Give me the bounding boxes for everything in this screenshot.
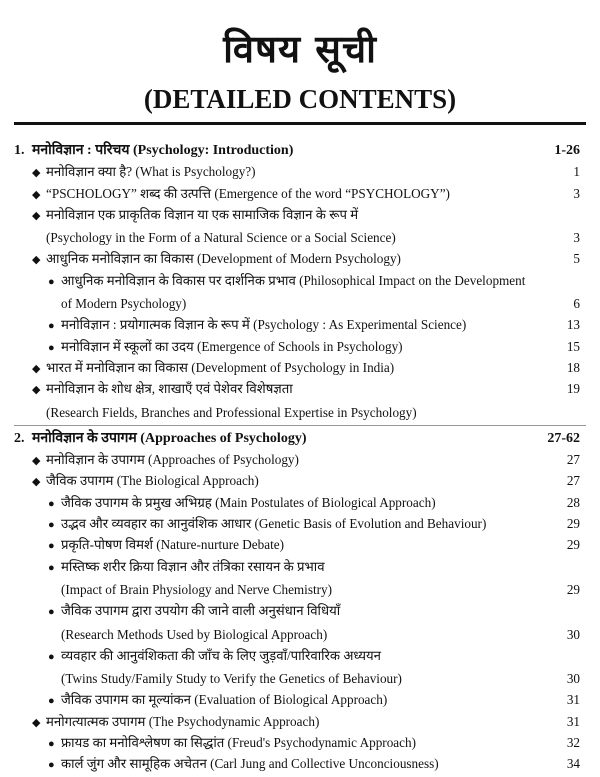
page-number: 1-26 <box>554 143 580 158</box>
toc-entry-row <box>14 645 586 690</box>
diamond-bullet-icon: ◆ <box>32 716 41 729</box>
toc-entry-row <box>14 449 586 470</box>
toc-entry-row <box>14 314 586 335</box>
toc-entry-text: मनोविज्ञान में स्कूलों का उदय (Emergence of Schools in Psychology) <box>61 338 403 354</box>
header-rule <box>14 122 586 125</box>
page-number: 3 <box>573 230 580 246</box>
toc-entry-text: मनोविज्ञान के उपागम (Approaches of Psychology) <box>32 430 307 446</box>
page-number: 29 <box>566 516 580 532</box>
toc-entry-text: आधुनिक मनोविज्ञान का विकास (Development of Modern Psychology) <box>46 251 401 267</box>
toc-entry-text: जैविक उपागम द्वारा उपयोग की जाने वाली अनुसंधान विधियाँ <box>61 603 341 619</box>
toc-entry-row <box>14 492 586 513</box>
diamond-bullet-icon: ◆ <box>32 254 41 267</box>
toc-entry-row <box>14 711 586 732</box>
dot-bullet-icon: ● <box>48 561 55 574</box>
page-number: 15 <box>566 338 580 354</box>
page-number: 13 <box>566 317 580 333</box>
toc-entry-text: फ्रायड का मनोविश्लेषण का सिद्धांत (Freud's Psychodynamic Approach) <box>61 735 416 751</box>
page-number: 6 <box>573 296 580 312</box>
toc-entry-row <box>14 357 586 378</box>
page-subtitle: (DETAILED CONTENTS) <box>143 84 457 114</box>
toc-entry-text: भारत में मनोविज्ञान का विकास (Development of Psychology in India) <box>46 359 395 375</box>
dot-bullet-icon: ● <box>48 320 55 333</box>
toc-entry-continuation: (Impact of Brain Physiology and Nerve Chemistry) <box>61 581 333 597</box>
page-number: 29 <box>566 537 580 553</box>
toc-entry-text: जैविक उपागम का मूल्यांकन (Evaluation of Biological Approach) <box>61 692 388 708</box>
toc-entry-text: व्यवहार की आनुवंशिकता की जाँच के लिए जुड़वाँ/पारिवारिक अध्ययन <box>61 647 381 663</box>
diamond-bullet-icon: ◆ <box>32 209 41 222</box>
dot-bullet-icon: ● <box>48 695 55 708</box>
toc-entry-row <box>14 336 586 357</box>
toc-entry-text: मनोविज्ञान के शोध क्षेत्र, शाखाएँ एवं पेशेवर विशेषज्ञता <box>46 381 293 397</box>
page-number: 32 <box>566 735 580 751</box>
diamond-bullet-icon: ◆ <box>32 384 41 397</box>
chapter-separator <box>14 425 586 426</box>
page-number: 30 <box>566 626 580 642</box>
toc-entry-continuation: (Research Methods Used by Biological Approach) <box>61 626 328 642</box>
toc-entry-text: उद्भव और व्यवहार का आनुवंशिक आधार (Genetic Basis of Evolution and Behaviour) <box>61 516 487 532</box>
toc-entry-text: मनोविज्ञान : परिचय (Psychology: Introduction) <box>32 143 294 158</box>
toc-entry-text: मनोविज्ञान क्या है? (What is Psychology?) <box>46 164 256 180</box>
dot-bullet-icon: ● <box>48 606 55 619</box>
toc-entry-text: मनोगत्यात्मक उपागम (The Psychodynamic Approach) <box>46 713 320 729</box>
toc-entry-row <box>14 183 586 204</box>
page-number: 31 <box>566 713 580 729</box>
diamond-bullet-icon: ◆ <box>32 362 41 375</box>
toc-entry-text: मनोविज्ञान के उपागम (Approaches of Psychology) <box>46 452 299 468</box>
page-number: 5 <box>573 251 580 267</box>
toc-entry-row <box>14 378 586 423</box>
toc-entry-text: आधुनिक मनोविज्ञान के विकास पर दार्शनिक प्रभाव (Philosophical Impact on the Development <box>61 272 526 288</box>
page-number: 27 <box>566 452 580 468</box>
toc-entry-row <box>14 470 586 491</box>
toc-entry-continuation: (Twins Study/Family Study to Verify the Genetics of Behaviour) <box>61 671 402 687</box>
dot-bullet-icon: ● <box>48 540 55 553</box>
toc-entry-text: प्रकृति-पोषण विमर्श (Nature-nurture Debate) <box>61 537 284 553</box>
dot-bullet-icon: ● <box>48 497 55 510</box>
diamond-bullet-icon: ◆ <box>32 188 41 201</box>
toc-entry-row <box>14 689 586 710</box>
page-number: 19 <box>566 381 580 397</box>
toc-entry-row <box>14 753 586 774</box>
toc-list <box>14 140 586 775</box>
toc-entry-row <box>14 534 586 555</box>
toc-entry-row <box>14 513 586 534</box>
page-number: 30 <box>566 671 580 687</box>
page-number: 31 <box>566 692 580 708</box>
toc-entry-row <box>14 248 586 269</box>
toc-chapter-row <box>14 428 586 449</box>
diamond-bullet-icon: ◆ <box>32 455 41 468</box>
toc-entry-text: मनोविज्ञान : प्रयोगात्मक विज्ञान के रूप में (Psychology : As Experimental Science) <box>61 317 467 333</box>
chapter-number: 2. <box>14 430 25 446</box>
toc-entry-row <box>14 161 586 182</box>
toc-entry-row <box>14 600 586 645</box>
toc-entry-row <box>14 732 586 753</box>
dot-bullet-icon: ● <box>48 341 55 354</box>
diamond-bullet-icon: ◆ <box>32 476 41 489</box>
toc-entry-text: जैविक उपागम के प्रमुख अभिग्रह (Main Postulates of Biological Approach) <box>61 494 436 510</box>
toc-chapter-row <box>14 140 586 161</box>
page-number: 27-62 <box>547 430 580 446</box>
toc-entry-row <box>14 556 586 601</box>
toc-entry-continuation: (Psychology in the Form of a Natural Science or a Social Science) <box>46 230 396 246</box>
page-title: विषय सूची <box>223 27 377 71</box>
toc-entry-row <box>14 270 586 315</box>
toc-entry-text: कार्ल जुंग और सामूहिक अचेतन (Carl Jung and Collective Unconciousness) <box>61 756 439 772</box>
toc-entry-text: मनोविज्ञान एक प्राकृतिक विज्ञान या एक सामाजिक विज्ञान के रूप में <box>46 206 359 222</box>
dot-bullet-icon: ● <box>48 759 55 772</box>
toc-entry-text: जैविक उपागम (The Biological Approach) <box>46 473 259 489</box>
page-number: 29 <box>566 581 580 597</box>
page-number: 1 <box>573 164 580 180</box>
dot-bullet-icon: ● <box>48 738 55 751</box>
page-number: 28 <box>566 494 580 510</box>
chapter-number: 1. <box>14 143 25 158</box>
toc-entry-text: “PSCHOLOGY” शब्द की उत्पत्ति (Emergence of the word “PSYCHOLOGY”) <box>46 185 450 201</box>
page-number: 3 <box>573 185 580 201</box>
toc-entry-text: मस्तिष्क शरीर क्रिया विज्ञान और तंत्रिका रसायन के प्रभाव <box>61 558 325 574</box>
dot-bullet-icon: ● <box>48 650 55 663</box>
page-number: 27 <box>566 473 580 489</box>
dot-bullet-icon: ● <box>48 275 55 288</box>
page-number: 18 <box>566 359 580 375</box>
diamond-bullet-icon: ◆ <box>32 167 41 180</box>
table-of-contents <box>14 140 586 775</box>
dot-bullet-icon: ● <box>48 519 55 532</box>
toc-entry-continuation: (Research Fields, Branches and Professional Expertise in Psychology) <box>46 404 417 420</box>
page-number: 34 <box>566 756 580 772</box>
toc-entry-row <box>14 204 586 249</box>
toc-entry-continuation: of Modern Psychology) <box>61 296 187 312</box>
